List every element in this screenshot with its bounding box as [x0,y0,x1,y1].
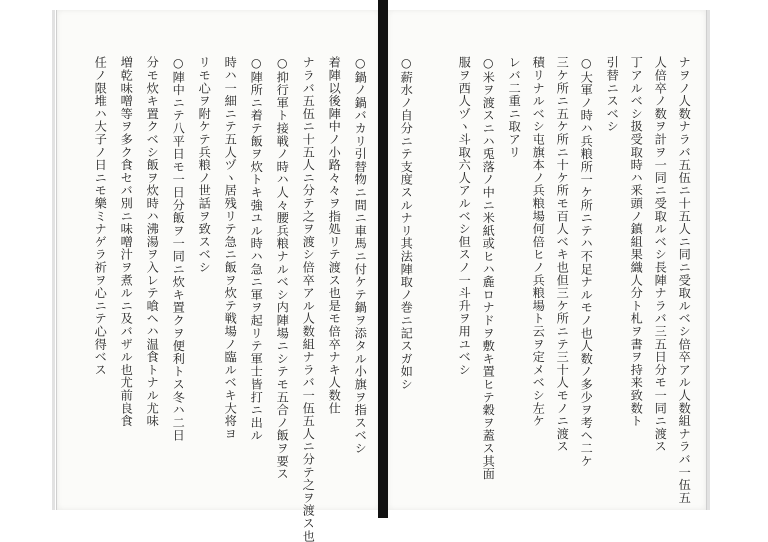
page-edge-left [52,10,55,510]
right-column-9: ○米ヲ渡スニハ兎落ノ中ニ米紙或ヒハ麁ロナドヲ敷キ置ヒテ穀ヲ蓋ス其面 [481,56,496,481]
left-column-3: ナラバ五伍ニ十五人ニ分テ之ヲ渡シ倍卒アル人数組ナラバ一伍五人ニ分テ之ヲ渡ス也 [301,56,316,542]
right-column-7: 積リナルベシ屯旗本ノ兵粮場何倍ヒノ兵粮場ト云ヲ定メベシ左ケ [531,56,546,428]
left-column-1: ○鍋ノ鍋バカリ引替物ニ間ニ車馬ニ付ケテ鍋ヲ添タル小旗ヲ指スベシ [353,56,368,455]
right-column-6: 三ケ所ニ五ケ所ニ十ケ所モ百人ベキ也但三ケ所ニテ三十人モノニ渡ス [555,56,570,453]
left-column-8: ○陣中ニテ八平日モ一日分飯ヲ一同ニ炊キ置クヲ便利トス冬ハ二日 [171,56,186,442]
page-edge-right [707,10,710,510]
right-column-11: ○薪水ノ自分ニテ支度スルナリ其法陣取ノ巻ニ記スガ如シ [399,56,414,391]
right-column-2: 人倍卒ノ数ヲ計ヲ一同ニ受取ルベシ長陣ナラバ三五日分モ一同ニ渡ス [653,56,668,453]
right-column-10: 服ヲ西人ヅヽ斗取六人アルベシ但スノ一斗升ヲ用ユベシ [457,56,472,376]
right-column-1: ナヲノ人数ナラバ五伍ニ十五人ニ同ニ受取ルベシ倍卒アル人数組ナラバ一伍五 [677,56,692,504]
left-column-6: 時ハ一細ニテ五人ヅヽ居残リテ急ニ飯ヲ炊テ戦場ノ臨ルベキ大将ヨ [223,56,238,440]
right-column-4: 引替ニスベシ [605,56,620,133]
left-column-9: 分モ炊キ置クベシ飯ヲ炊時ハ沸湯ヲ入レテ喰ヘハ温食トナル尤味 [145,56,160,428]
left-column-10: 増乾味噌等ヲ多ク食セバ別ニ味噌汁ヲ煮ルニ及バザル也尤前良食 [119,56,134,428]
left-column-11: 任ノ限堆ハ大子ノ日ニモ樂ミナゲラ祈ヲ心ニテ心得ベス [93,56,108,376]
left-column-7: リモ心ヲ附ケテ兵粮ノ世話ヲ致スベシ [197,56,212,274]
left-column-2: 着陣以後陣中ノ小路々々ヲ指処リテ渡ス也是モ倍卒ナキ人数仕 [327,56,342,415]
right-column-3: 丁アルベシ扱受取時ハ釆頭ノ鎮組果織人分ト札ヲ書ヲ持来致数ト [629,56,644,428]
left-column-5: ○陣所ニ着テ飯ヲ炊トキ強ユル時ハ急ニ軍ヲ起リテ軍士皆打ニ出ル [249,56,264,442]
right-column-5: ○大軍ノ時ハ兵粮所一ケ所ニテハ不足ナルモノ也人数ノ多少ヲ考ヘ二ケ [579,56,594,468]
right-column-8: レバ二重ニ取アリ [507,56,522,159]
left-column-4: ○抑行軍ト接戦ノ時ハ人々腰兵粮ナルベシ内陣場ニシテモ五合ノ飯ヲ要ス [275,56,290,481]
book-gutter [378,0,388,518]
